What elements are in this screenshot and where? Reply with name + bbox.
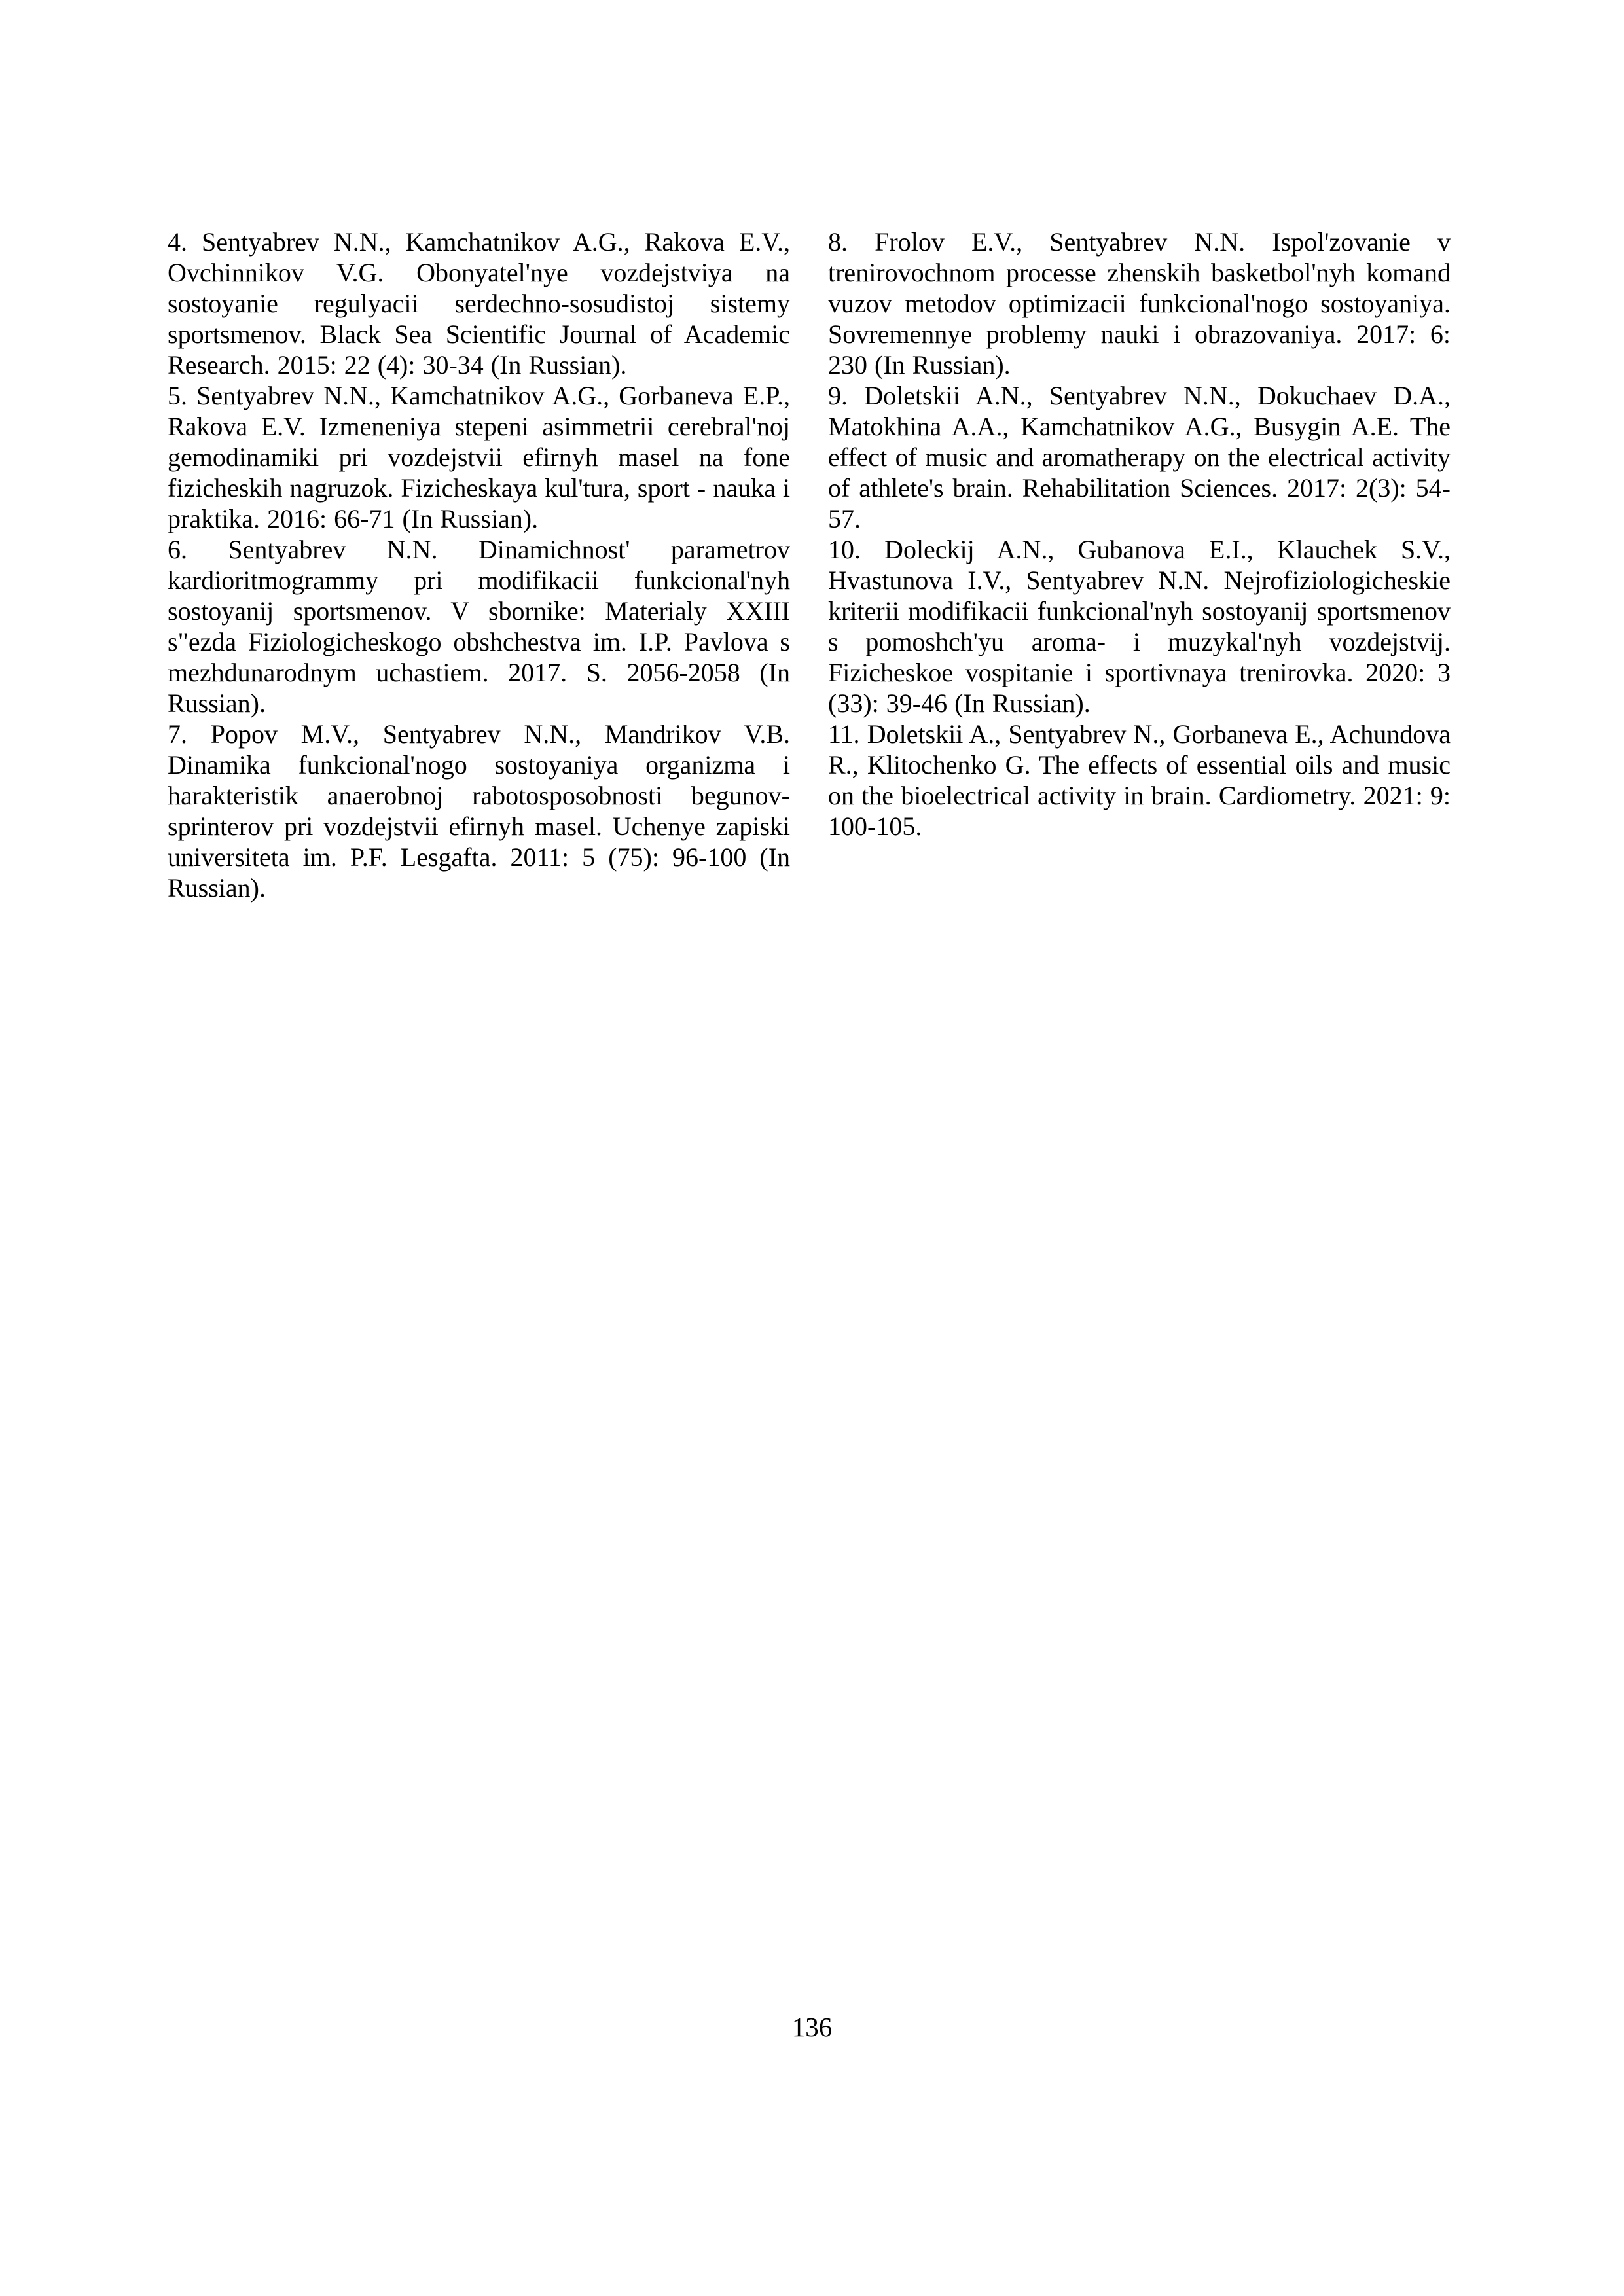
reference-item-8: 8. Frolov E.V., Sentyabrev N.N. Ispol'zovanie v trenirovochnom processe zhenskih basketbol'nyh komand vuzov metodov optimizacii funkcional'nogo sostoyaniya. Sovremennye problemy nauki i obrazovaniya. 2017: 6: 230 (In Russian). (828, 227, 1451, 380)
reference-item-4: 4. Sentyabrev N.N., Kamchatnikov A.G., Rakova E.V., Ovchinnikov V.G. Obonyatel'nye vozdejstviya na sostoyanie regulyacii serdechno-sosudistoj sistemy sportsmenov. Black Sea Scientific Journal of Academic Research. 2015: 22 (4): 30-34 (In Russian). (168, 227, 790, 380)
reference-item-11: 11. Doletskii A., Sentyabrev N., Gorbaneva E., Achundova R., Klitochenko G. The effects of essential oils and music on the bioelectrical activity in brain. Cardiometry. 2021: 9: 100-105. (828, 719, 1451, 841)
page-footer (0, 2012, 1624, 2043)
references-right-column (828, 226, 1451, 903)
reference-item-10: 10. Doleckij A.N., Gubanova E.I., Klauchek S.V., Hvastunova I.V., Sentyabrev N.N. Nejrofiziologicheskie kriterii modifikacii funkcional'nyh sostoyanij sportsmenov s pomoshch'yu aroma- i muzykal'nyh vozdejstvij. Fizicheskoe vospitanie i sportivnaya trenirovka. 2020: 3 (33): 39-46 (In Russian). (828, 535, 1451, 718)
reference-item-9: 9. Doletskii A.N., Sentyabrev N.N., Dokuchaev D.A., Matokhina A.A., Kamchatnikov A.G., Busygin A.E. The effect of music and aromatherapy on the electrical activity of athlete's brain. Rehabilitation Sciences. 2017: 2(3): 54-57. (828, 381, 1451, 533)
reference-item-5: 5. Sentyabrev N.N., Kamchatnikov A.G., Gorbaneva E.P., Rakova E.V. Izmeneniya stepeni asimmetrii cerebral'noj gemodinamiki pri vozdejstvii efirnyh masel na fone fizicheskih nagruzok. Fizicheskaya kul'tura, sport - nauka i praktika. 2016: 66-71 (In Russian). (168, 381, 790, 533)
page-number: 136 (791, 2012, 833, 2042)
references-section (168, 226, 1451, 903)
reference-item-6: 6. Sentyabrev N.N. Dinamichnost' parametrov kardioritmogrammy pri modifikacii funkcional'nyh sostoyanij sportsmenov. V sbornike: Materialy XXIII s"ezda Fiziologicheskogo obshchestva im. I.P. Pavlova s mezhdunarodnym uchastiem. 2017. S. 2056-2058 (In Russian). (168, 535, 790, 718)
references-left-column (168, 226, 790, 903)
reference-item-7: 7. Popov M.V., Sentyabrev N.N., Mandrikov V.B. Dinamika funkcional'nogo sostoyaniya organizma i harakteristik anaerobnoj rabotosposobnosti begunov-sprinterov pri vozdejstvii efirnyh masel. Uchenye zapiski universiteta im. P.F. Lesgafta. 2011: 5 (75): 96-100 (In Russian). (168, 719, 790, 903)
